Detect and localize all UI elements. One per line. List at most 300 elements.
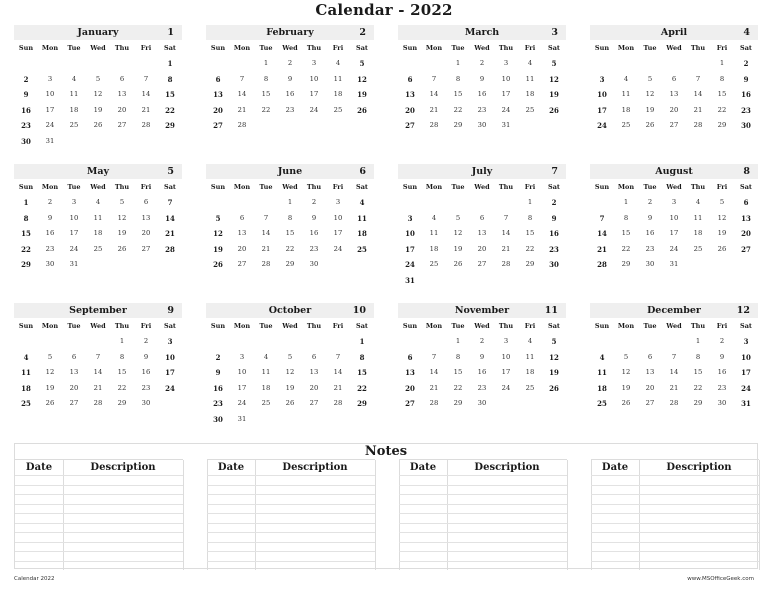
day-cell[interactable]: 2 — [143, 337, 149, 345]
day-cell[interactable]: 25 — [693, 244, 703, 253]
day-cell[interactable]: 31 — [45, 136, 55, 145]
day-cell[interactable]: 30 — [549, 260, 559, 270]
day-cell[interactable]: 20 — [669, 105, 679, 114]
day-cell[interactable]: 2 — [215, 352, 221, 362]
day-cell[interactable]: 18 — [333, 90, 343, 99]
notes-row[interactable] — [591, 504, 759, 505]
day-cell[interactable]: 25 — [597, 399, 607, 409]
day-cell[interactable]: 7 — [95, 352, 101, 361]
day-cell[interactable]: 14 — [597, 229, 607, 239]
day-cell[interactable]: 31 — [405, 275, 415, 285]
day-cell[interactable]: 9 — [551, 213, 557, 223]
day-cell[interactable]: 2 — [311, 198, 317, 206]
day-cell[interactable]: 12 — [549, 352, 559, 362]
day-cell[interactable]: 20 — [141, 229, 151, 238]
day-cell[interactable]: 19 — [453, 244, 463, 253]
day-cell[interactable]: 17 — [309, 90, 319, 99]
day-cell[interactable]: 16 — [21, 105, 31, 115]
day-cell[interactable]: 7 — [167, 198, 173, 207]
day-cell[interactable]: 9 — [479, 74, 485, 83]
day-cell[interactable]: 29 — [693, 399, 703, 408]
day-cell[interactable]: 27 — [309, 399, 319, 408]
day-cell[interactable]: 10 — [69, 213, 79, 222]
day-cell[interactable]: 15 — [21, 229, 31, 239]
day-cell[interactable]: 17 — [45, 105, 55, 114]
day-cell[interactable]: 15 — [453, 90, 463, 99]
day-cell[interactable]: 4 — [71, 74, 77, 83]
day-cell[interactable]: 22 — [525, 244, 535, 253]
notes-row[interactable] — [591, 475, 759, 476]
day-cell[interactable]: 16 — [213, 383, 223, 393]
day-cell[interactable]: 27 — [477, 260, 487, 269]
day-cell[interactable]: 26 — [621, 399, 631, 408]
notes-row[interactable] — [591, 485, 759, 486]
day-cell[interactable]: 25 — [357, 244, 367, 254]
day-cell[interactable]: 27 — [405, 399, 415, 409]
day-cell[interactable]: 14 — [141, 90, 151, 99]
day-cell[interactable]: 5 — [551, 337, 557, 346]
notes-row[interactable] — [399, 494, 567, 495]
day-cell[interactable]: 23 — [21, 121, 31, 131]
day-cell[interactable]: 22 — [453, 383, 463, 392]
day-cell[interactable]: 19 — [285, 383, 295, 392]
day-cell[interactable]: 2 — [479, 337, 485, 345]
notes-row[interactable] — [399, 504, 567, 505]
day-cell[interactable]: 11 — [525, 352, 535, 361]
day-cell[interactable]: 5 — [359, 59, 365, 68]
day-cell[interactable]: 28 — [429, 399, 439, 408]
day-cell[interactable]: 12 — [621, 368, 631, 377]
day-cell[interactable]: 25 — [93, 244, 103, 253]
day-cell[interactable]: 13 — [645, 368, 655, 377]
notes-row[interactable] — [591, 551, 759, 552]
day-cell[interactable]: 24 — [309, 105, 319, 114]
day-cell[interactable]: 3 — [239, 352, 245, 361]
day-cell[interactable]: 9 — [719, 352, 725, 361]
day-cell[interactable]: 3 — [335, 198, 341, 206]
day-cell[interactable]: 25 — [69, 121, 79, 130]
day-cell[interactable]: 19 — [93, 105, 103, 114]
day-cell[interactable]: 10 — [501, 352, 511, 361]
day-cell[interactable]: 7 — [239, 74, 245, 83]
day-cell[interactable]: 26 — [213, 260, 223, 270]
day-cell[interactable]: 4 — [599, 352, 605, 362]
day-cell[interactable]: 8 — [119, 352, 125, 361]
day-cell[interactable]: 20 — [213, 105, 223, 115]
notes-row[interactable] — [399, 513, 567, 514]
day-cell[interactable]: 9 — [287, 74, 293, 83]
day-cell[interactable]: 10 — [45, 90, 55, 99]
day-cell[interactable]: 17 — [597, 105, 607, 115]
day-cell[interactable]: 5 — [47, 352, 53, 361]
notes-row[interactable] — [399, 551, 567, 552]
day-cell[interactable]: 21 — [693, 105, 703, 114]
day-cell[interactable]: 17 — [741, 368, 751, 378]
day-cell[interactable]: 12 — [117, 213, 127, 222]
day-cell[interactable]: 28 — [693, 121, 703, 130]
day-cell[interactable]: 3 — [407, 213, 413, 223]
notes-row[interactable] — [399, 523, 567, 524]
day-cell[interactable]: 3 — [311, 59, 317, 67]
day-cell[interactable]: 2 — [743, 59, 749, 68]
day-cell[interactable]: 4 — [527, 337, 533, 345]
day-cell[interactable]: 19 — [645, 105, 655, 114]
day-cell[interactable]: 8 — [263, 74, 269, 83]
day-cell[interactable]: 22 — [693, 383, 703, 392]
day-cell[interactable]: 8 — [719, 74, 725, 83]
day-cell[interactable]: 16 — [477, 90, 487, 99]
day-cell[interactable]: 1 — [23, 198, 29, 207]
day-cell[interactable]: 13 — [477, 229, 487, 238]
day-cell[interactable]: 9 — [479, 352, 485, 361]
day-cell[interactable]: 16 — [45, 229, 55, 238]
day-cell[interactable]: 24 — [237, 399, 247, 408]
day-cell[interactable]: 26 — [285, 399, 295, 408]
day-cell[interactable]: 4 — [95, 198, 101, 206]
day-cell[interactable]: 27 — [141, 244, 151, 253]
day-cell[interactable]: 30 — [45, 260, 55, 269]
day-cell[interactable]: 18 — [525, 90, 535, 99]
day-cell[interactable]: 5 — [287, 352, 293, 361]
day-cell[interactable]: 21 — [165, 229, 175, 239]
day-cell[interactable]: 24 — [405, 260, 415, 270]
day-cell[interactable]: 24 — [741, 383, 751, 393]
day-cell[interactable]: 12 — [357, 74, 367, 84]
day-cell[interactable]: 14 — [501, 229, 511, 238]
day-cell[interactable]: 14 — [333, 368, 343, 377]
day-cell[interactable]: 31 — [501, 121, 511, 130]
day-cell[interactable]: 17 — [669, 229, 679, 238]
day-cell[interactable]: 27 — [237, 260, 247, 269]
notes-row[interactable] — [399, 485, 567, 486]
notes-row[interactable] — [207, 485, 375, 486]
day-cell[interactable]: 30 — [741, 121, 751, 131]
day-cell[interactable]: 1 — [623, 198, 629, 206]
day-cell[interactable]: 7 — [143, 74, 149, 83]
day-cell[interactable]: 18 — [621, 105, 631, 114]
day-cell[interactable]: 9 — [311, 213, 317, 222]
day-cell[interactable]: 22 — [453, 105, 463, 114]
day-cell[interactable]: 21 — [93, 383, 103, 392]
day-cell[interactable]: 23 — [309, 244, 319, 253]
day-cell[interactable]: 28 — [501, 260, 511, 269]
day-cell[interactable]: 5 — [95, 74, 101, 83]
day-cell[interactable]: 4 — [527, 59, 533, 67]
day-cell[interactable]: 8 — [623, 213, 629, 222]
day-cell[interactable]: 20 — [69, 383, 79, 392]
day-cell[interactable]: 23 — [285, 105, 295, 114]
day-cell[interactable]: 8 — [527, 213, 533, 222]
day-cell[interactable]: 18 — [93, 229, 103, 238]
day-cell[interactable]: 21 — [237, 105, 247, 114]
day-cell[interactable]: 3 — [671, 198, 677, 206]
day-cell[interactable]: 10 — [501, 74, 511, 83]
day-cell[interactable]: 11 — [69, 90, 79, 99]
notes-row[interactable] — [399, 542, 567, 543]
day-cell[interactable]: 29 — [357, 399, 367, 409]
day-cell[interactable]: 14 — [669, 368, 679, 377]
day-cell[interactable]: 29 — [453, 399, 463, 408]
day-cell[interactable]: 6 — [215, 74, 221, 84]
day-cell[interactable]: 25 — [21, 399, 31, 409]
day-cell[interactable]: 26 — [117, 244, 127, 253]
day-cell[interactable]: 11 — [261, 368, 271, 377]
day-cell[interactable]: 1 — [359, 337, 365, 346]
day-cell[interactable]: 6 — [71, 352, 77, 361]
day-cell[interactable]: 13 — [69, 368, 79, 377]
notes-row[interactable] — [15, 551, 183, 552]
day-cell[interactable]: 2 — [719, 337, 725, 345]
notes-row[interactable] — [399, 475, 567, 476]
day-cell[interactable]: 22 — [285, 244, 295, 253]
day-cell[interactable]: 7 — [503, 213, 509, 222]
day-cell[interactable]: 13 — [141, 213, 151, 222]
day-cell[interactable]: 10 — [237, 368, 247, 377]
notes-row[interactable] — [15, 523, 183, 524]
notes-row[interactable] — [207, 504, 375, 505]
day-cell[interactable]: 2 — [647, 198, 653, 206]
notes-row[interactable] — [591, 542, 759, 543]
notes-row[interactable] — [15, 475, 183, 476]
day-cell[interactable]: 9 — [47, 213, 53, 222]
day-cell[interactable]: 10 — [597, 90, 607, 100]
day-cell[interactable]: 2 — [47, 198, 53, 206]
day-cell[interactable]: 14 — [261, 229, 271, 238]
day-cell[interactable]: 10 — [333, 213, 343, 222]
day-cell[interactable]: 12 — [45, 368, 55, 377]
day-cell[interactable]: 13 — [309, 368, 319, 377]
day-cell[interactable]: 28 — [669, 399, 679, 408]
day-cell[interactable]: 16 — [549, 229, 559, 239]
day-cell[interactable]: 22 — [717, 105, 727, 114]
day-cell[interactable]: 21 — [429, 105, 439, 114]
day-cell[interactable]: 8 — [167, 74, 173, 84]
day-cell[interactable]: 5 — [455, 213, 461, 222]
notes-row[interactable] — [15, 561, 183, 562]
day-cell[interactable]: 23 — [477, 105, 487, 114]
day-cell[interactable]: 3 — [503, 59, 509, 67]
day-cell[interactable]: 27 — [741, 244, 751, 254]
day-cell[interactable]: 30 — [213, 414, 223, 424]
day-cell[interactable]: 15 — [453, 368, 463, 377]
day-cell[interactable]: 15 — [717, 90, 727, 99]
day-cell[interactable]: 9 — [215, 368, 221, 378]
day-cell[interactable]: 18 — [525, 368, 535, 377]
day-cell[interactable]: 12 — [285, 368, 295, 377]
day-cell[interactable]: 21 — [261, 244, 271, 253]
day-cell[interactable]: 6 — [407, 352, 413, 362]
day-cell[interactable]: 14 — [237, 90, 247, 99]
day-cell[interactable]: 28 — [429, 121, 439, 130]
day-cell[interactable]: 21 — [141, 105, 151, 114]
day-cell[interactable]: 12 — [453, 229, 463, 238]
day-cell[interactable]: 2 — [551, 198, 557, 207]
day-cell[interactable]: 26 — [549, 105, 559, 115]
day-cell[interactable]: 13 — [741, 213, 751, 223]
day-cell[interactable]: 21 — [501, 244, 511, 253]
day-cell[interactable]: 16 — [141, 368, 151, 377]
day-cell[interactable]: 15 — [693, 368, 703, 377]
day-cell[interactable]: 6 — [671, 74, 677, 83]
day-cell[interactable]: 28 — [165, 244, 175, 254]
notes-row[interactable] — [591, 532, 759, 533]
day-cell[interactable]: 8 — [287, 213, 293, 222]
day-cell[interactable]: 20 — [645, 383, 655, 392]
day-cell[interactable]: 25 — [333, 105, 343, 114]
day-cell[interactable]: 27 — [405, 121, 415, 131]
day-cell[interactable]: 5 — [623, 352, 629, 361]
day-cell[interactable]: 12 — [213, 229, 223, 239]
day-cell[interactable]: 30 — [309, 260, 319, 269]
day-cell[interactable]: 19 — [357, 90, 367, 100]
day-cell[interactable]: 24 — [501, 383, 511, 392]
notes-row[interactable] — [15, 532, 183, 533]
day-cell[interactable]: 30 — [477, 121, 487, 130]
day-cell[interactable]: 22 — [117, 383, 127, 392]
day-cell[interactable]: 12 — [645, 90, 655, 99]
day-cell[interactable]: 1 — [527, 198, 533, 206]
day-cell[interactable]: 7 — [671, 352, 677, 361]
day-cell[interactable]: 22 — [165, 105, 175, 115]
day-cell[interactable]: 8 — [455, 74, 461, 83]
notes-row[interactable] — [399, 532, 567, 533]
day-cell[interactable]: 23 — [717, 383, 727, 392]
day-cell[interactable]: 31 — [69, 260, 79, 269]
day-cell[interactable]: 19 — [621, 383, 631, 392]
day-cell[interactable]: 25 — [621, 121, 631, 130]
day-cell[interactable]: 11 — [621, 90, 631, 99]
day-cell[interactable]: 15 — [357, 368, 367, 378]
day-cell[interactable]: 13 — [405, 368, 415, 378]
day-cell[interactable]: 11 — [21, 368, 31, 378]
day-cell[interactable]: 19 — [45, 383, 55, 392]
day-cell[interactable]: 31 — [669, 260, 679, 269]
day-cell[interactable]: 3 — [71, 198, 77, 206]
day-cell[interactable]: 28 — [597, 260, 607, 270]
day-cell[interactable]: 29 — [21, 260, 31, 270]
day-cell[interactable]: 21 — [429, 383, 439, 392]
day-cell[interactable]: 26 — [357, 105, 367, 115]
day-cell[interactable]: 20 — [741, 229, 751, 239]
notes-row[interactable] — [591, 494, 759, 495]
day-cell[interactable]: 7 — [431, 352, 437, 361]
notes-row[interactable] — [15, 513, 183, 514]
day-cell[interactable]: 18 — [693, 229, 703, 238]
day-cell[interactable]: 18 — [597, 383, 607, 393]
day-cell[interactable]: 10 — [165, 352, 175, 362]
day-cell[interactable]: 24 — [597, 121, 607, 131]
day-cell[interactable]: 8 — [695, 352, 701, 361]
notes-row[interactable] — [207, 551, 375, 552]
day-cell[interactable]: 18 — [21, 383, 31, 393]
day-cell[interactable]: 1 — [167, 59, 173, 68]
day-cell[interactable]: 24 — [69, 244, 79, 253]
day-cell[interactable]: 10 — [669, 213, 679, 222]
day-cell[interactable]: 14 — [93, 368, 103, 377]
day-cell[interactable]: 11 — [357, 213, 367, 223]
day-cell[interactable]: 17 — [405, 244, 415, 254]
day-cell[interactable]: 23 — [645, 244, 655, 253]
day-cell[interactable]: 11 — [597, 368, 607, 378]
day-cell[interactable]: 9 — [647, 213, 653, 222]
day-cell[interactable]: 27 — [69, 399, 79, 408]
day-cell[interactable]: 2 — [23, 74, 29, 84]
day-cell[interactable]: 21 — [669, 383, 679, 392]
day-cell[interactable]: 19 — [717, 229, 727, 238]
notes-row[interactable] — [207, 513, 375, 514]
day-cell[interactable]: 19 — [213, 244, 223, 254]
day-cell[interactable]: 3 — [167, 337, 173, 346]
day-cell[interactable]: 16 — [645, 229, 655, 238]
day-cell[interactable]: 23 — [741, 105, 751, 115]
day-cell[interactable]: 18 — [429, 244, 439, 253]
day-cell[interactable]: 4 — [431, 213, 437, 222]
notes-row[interactable] — [207, 475, 375, 476]
day-cell[interactable]: 30 — [141, 399, 151, 408]
day-cell[interactable]: 8 — [359, 352, 365, 362]
day-cell[interactable]: 3 — [743, 337, 749, 346]
day-cell[interactable]: 11 — [93, 213, 103, 222]
day-cell[interactable]: 1 — [719, 59, 725, 67]
day-cell[interactable]: 14 — [429, 368, 439, 377]
day-cell[interactable]: 17 — [333, 229, 343, 238]
day-cell[interactable]: 13 — [213, 90, 223, 100]
day-cell[interactable]: 19 — [549, 368, 559, 378]
day-cell[interactable]: 24 — [669, 244, 679, 253]
day-cell[interactable]: 27 — [669, 121, 679, 130]
day-cell[interactable]: 27 — [213, 121, 223, 131]
day-cell[interactable]: 28 — [141, 121, 151, 130]
day-cell[interactable]: 15 — [285, 229, 295, 238]
day-cell[interactable]: 29 — [525, 260, 535, 269]
day-cell[interactable]: 31 — [237, 414, 247, 423]
day-cell[interactable]: 22 — [21, 244, 31, 254]
day-cell[interactable]: 14 — [429, 90, 439, 99]
day-cell[interactable]: 23 — [477, 383, 487, 392]
day-cell[interactable]: 1 — [455, 59, 461, 67]
notes-row[interactable] — [15, 485, 183, 486]
day-cell[interactable]: 12 — [717, 213, 727, 222]
day-cell[interactable]: 9 — [23, 90, 29, 100]
day-cell[interactable]: 20 — [237, 244, 247, 253]
day-cell[interactable]: 17 — [237, 383, 247, 392]
day-cell[interactable]: 29 — [165, 121, 175, 131]
day-cell[interactable]: 16 — [285, 90, 295, 99]
day-cell[interactable]: 6 — [239, 213, 245, 222]
day-cell[interactable]: 4 — [695, 198, 701, 206]
day-cell[interactable]: 16 — [477, 368, 487, 377]
footer-website-link[interactable]: www.MSOfficeGeek.com — [687, 576, 754, 582]
day-cell[interactable]: 24 — [45, 121, 55, 130]
day-cell[interactable]: 29 — [717, 121, 727, 130]
day-cell[interactable]: 29 — [117, 399, 127, 408]
day-cell[interactable]: 10 — [405, 229, 415, 239]
day-cell[interactable]: 24 — [165, 383, 175, 393]
day-cell[interactable]: 24 — [333, 244, 343, 253]
notes-row[interactable] — [207, 532, 375, 533]
day-cell[interactable]: 15 — [621, 229, 631, 238]
day-cell[interactable]: 19 — [117, 229, 127, 238]
day-cell[interactable]: 15 — [165, 90, 175, 100]
day-cell[interactable]: 8 — [23, 213, 29, 223]
day-cell[interactable]: 29 — [621, 260, 631, 269]
day-cell[interactable]: 16 — [741, 90, 751, 100]
notes-row[interactable] — [591, 561, 759, 562]
day-cell[interactable]: 1 — [119, 337, 125, 345]
day-cell[interactable]: 13 — [405, 90, 415, 100]
day-cell[interactable]: 22 — [261, 105, 271, 114]
day-cell[interactable]: 30 — [21, 136, 31, 146]
